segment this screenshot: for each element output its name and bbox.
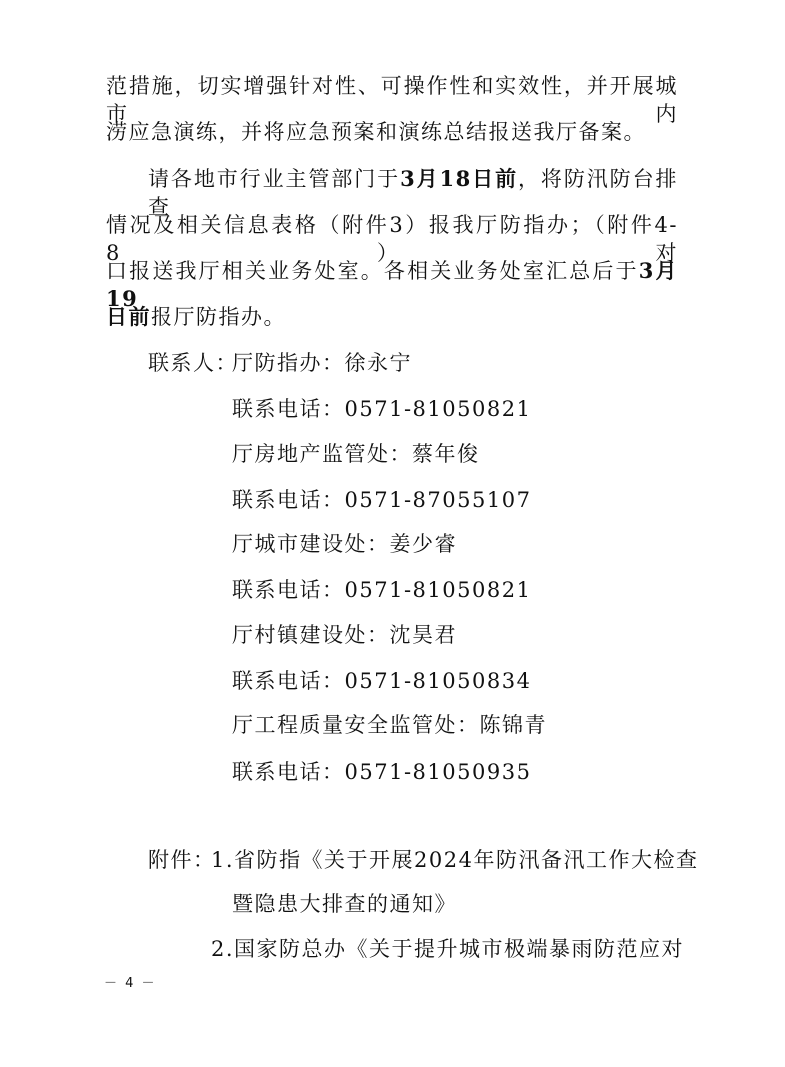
paragraph1-line2: 涝应急演练，并将应急预案和演练总结报送我厅备案。 (106, 120, 646, 144)
contact-phone-2: 联系电话：0571-87055107 (232, 488, 532, 512)
attachments-label: 附件： (148, 848, 216, 872)
contact-dept-5: 厅工程质量安全监管处：陈锦青 (232, 713, 547, 737)
contact-dept-4: 厅村镇建设处：沈昊君 (232, 623, 457, 647)
paragraph2-line2: 情况及相关信息表格（附件3）报我厅防指办；（附件4-8）对 (106, 213, 678, 265)
contact-phone-5: 联系电话：0571-81050935 (232, 760, 532, 784)
deadline-date-2-suffix: 日前 (106, 304, 151, 329)
attachment-1-line2: 暨隐患大排查的通知》 (232, 892, 457, 916)
contact-phone-1: 联系电话：0571-81050821 (232, 397, 532, 421)
contact-phone-3: 联系电话：0571-81050821 (232, 578, 532, 602)
paragraph2-text: 请各地市行业主管部门于 (148, 167, 401, 191)
deadline-date-1: 3月18日前 (400, 166, 518, 191)
paragraph2-line4 (106, 303, 286, 331)
paragraph2-text: 口报送我厅相关业务处室。各相关业务处室汇总后于 (106, 259, 639, 283)
attachment-2-line1: 2.国家防总办《关于提升城市极端暴雨防范应对 (211, 937, 685, 961)
attachment-1-line1: 1.省防指《关于开展2024年防汛备汛工作大检查 (211, 848, 699, 872)
paragraph2-text: ，将防汛防台排查 (148, 167, 678, 219)
contact-dept-2: 厅房地产监管处：蔡年俊 (232, 442, 480, 466)
paragraph1-line1: 范措施，切实增强针对性、可操作性和实效性，并开展城市内 (106, 74, 678, 126)
contacts-label: 联系人： (148, 351, 238, 375)
paragraph2-text: 报厅防指办。 (151, 305, 286, 329)
contact-phone-4: 联系电话：0571-81050834 (232, 669, 532, 693)
contact-dept-1: 厅防指办：徐永宁 (232, 351, 412, 375)
page-number: － 4 － (104, 976, 157, 991)
deadline-date-2: 3月19 (106, 258, 678, 311)
contact-dept-3: 厅城市建设处：姜少睿 (232, 532, 457, 556)
